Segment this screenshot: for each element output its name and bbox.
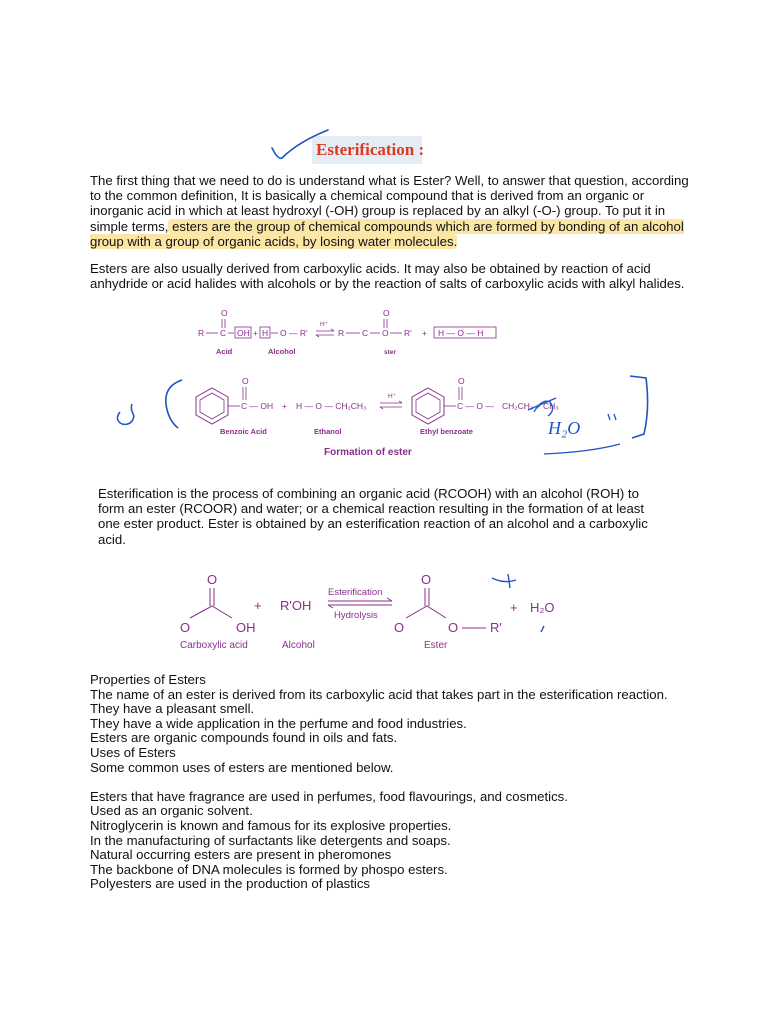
ester-oxygen: O (382, 328, 389, 338)
reaction3-plus: + (254, 598, 262, 613)
uses-line: Esters that have fragrance are used in perfumes, food flavourings, and cosmetics. (90, 788, 568, 804)
benzoic-oxygen: O (242, 376, 249, 386)
reaction2-catalyst: H⁺ (388, 393, 397, 400)
alcohol-label: Alcohol (268, 347, 296, 356)
benzoic-c-oh: C — OH (241, 401, 274, 411)
properties-line: They have a pleasant smell. (90, 701, 255, 717)
ethanol-formula: H — O — CH₂CH₃ (296, 401, 367, 411)
properties-and-uses (90, 673, 690, 892)
uses-line: The backbone of DNA molecules is formed by phospo esters. (90, 861, 448, 877)
highlighted-definition: esters are the group of chemical compounds which are formed by bonding of an alcohol group with a group of organic acids, by losing water molecules. (90, 218, 684, 249)
ester-c-o: C — O — (457, 401, 494, 411)
ester-label: Ester (424, 640, 448, 651)
ester-r-prime: R' (490, 620, 502, 635)
properties-line: They have a wide application in the perfume and food industries. (90, 715, 467, 731)
ester-left-oxygen: O (394, 620, 405, 635)
reaction-acid-alcohol (188, 306, 508, 362)
properties-line: Properties of Esters (90, 672, 206, 687)
uses-line: Nitroglycerin is known and famous for its explosive properties. (90, 817, 452, 833)
ester-oxygen-top: O (383, 308, 390, 318)
acid-left-oxygen: O (180, 620, 191, 635)
benzoic-acid-label: Benzoic Acid (220, 427, 267, 436)
ester-top-oxygen: O (421, 572, 432, 587)
properties-line: Esters are organic compounds found in oils and fats. (90, 730, 398, 746)
acid-oxygen: O (221, 308, 228, 318)
uses-line: Natural occurring esters are present in pheromones (90, 847, 392, 863)
acid-oh: OH (237, 328, 250, 338)
properties-line: Uses of Esters (90, 744, 176, 760)
acid-c: C (220, 328, 227, 338)
handwritten-water: H₂O (548, 418, 581, 438)
reaction1-plus-water: + (422, 328, 427, 338)
title-block (268, 128, 468, 168)
page-title: Esterification : (316, 140, 425, 159)
acid-r: R (198, 328, 205, 338)
intro-paragraph (90, 173, 690, 249)
ester-oxygen-top: O (458, 376, 465, 386)
reaction-carboxylic-alcohol (170, 568, 570, 658)
reaction1-plus: + (253, 328, 258, 338)
acid-oh: OH (236, 620, 256, 635)
esterification-arrow-label: Esterification (328, 587, 383, 598)
alcohol-label: Alcohol (282, 640, 315, 651)
uses-line: In the manufacturing of surfactants like detergents and soaps. (90, 832, 451, 848)
water-product: H₂O (530, 600, 555, 615)
intro-text: The first thing that we need to do is understand what is Ester? Well, to answer that question, according to the common definition, It is basically a chemical compound that is derived from an organic or inorganic acid in which at least hydroxyl (-OH) group is replaced by an alkyl (-O-) group. To put it in simple terms, (90, 173, 689, 234)
process-paragraph: Esterification is the process of combining an organic acid (RCOOH) with an alcohol (ROH) to form an ester (RCOOR) and water; or a chemical reaction resulting in the formation of at least one ester product. Ester is obtained by an esterification reaction of an alcohol and a carboxylic acid. (98, 486, 648, 547)
ethyl-benzoate-label: Ethyl benzoate (420, 427, 473, 436)
acid-top-oxygen: O (207, 572, 218, 587)
properties-line: Some common uses of esters are mentioned below. (90, 759, 394, 775)
reaction2-plus: + (282, 401, 287, 411)
spacer (90, 775, 690, 790)
derivation-paragraph: Esters are also usually derived from carboxylic acids. It may also be obtained by reaction of acid anhydride or acid halides with alcohols or by the reaction of salts of carboxylic acids with alkyl halides. (90, 261, 685, 292)
ester-r: R (338, 328, 345, 338)
handwritten-tick-mark (268, 128, 468, 168)
alcohol-o-r: O — R' (280, 328, 308, 338)
alcohol-h: H (262, 328, 269, 338)
ester-label: ster (384, 349, 396, 356)
uses-line: Polyesters are used in the production of plastics (90, 876, 371, 892)
reaction-benzoic-ethanol (110, 368, 670, 462)
uses-line: Used as an organic solvent. (90, 803, 253, 819)
reaction3-plus-water: + (510, 600, 518, 615)
ester-c: C (362, 328, 369, 338)
ethanol-label: Ethanol (314, 427, 342, 436)
alcohol-formula: R'OH (280, 598, 312, 613)
acid-label: Acid (216, 347, 233, 356)
hydrolysis-arrow-label: Hydrolysis (334, 610, 378, 621)
ethyl-group: CH₂CH₃ + CH₃ (502, 401, 559, 411)
water-formula: H — O — H (438, 328, 484, 338)
carboxylic-acid-label: Carboxylic acid (180, 640, 248, 651)
properties-line: The name of an ester is derived from its carboxylic acid that takes part in the esterification reaction. (90, 686, 668, 702)
ester-oxygen: O (448, 620, 459, 635)
reaction1-catalyst: H⁺ (320, 321, 329, 328)
formation-caption: Formation of ester (324, 447, 412, 458)
ester-r-prime: R' (404, 328, 412, 338)
